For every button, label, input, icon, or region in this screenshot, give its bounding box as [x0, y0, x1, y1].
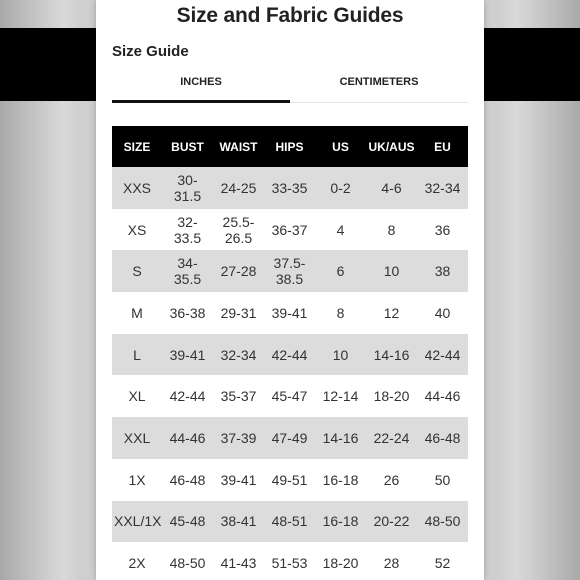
table-cell: 49-51 — [264, 459, 315, 501]
table-cell: 36 — [417, 209, 468, 251]
table-cell: 16-18 — [315, 459, 366, 501]
table-cell: 6 — [315, 250, 366, 292]
table-cell: 18-20 — [366, 375, 417, 417]
table-row — [112, 417, 468, 459]
table-cell: 37.5-38.5 — [264, 250, 315, 292]
table-row — [112, 459, 468, 501]
header-waist: WAIST — [213, 126, 264, 167]
table-cell: 29-31 — [213, 292, 264, 334]
table-cell: 48-50 — [162, 542, 213, 580]
table-cell: 50 — [417, 459, 468, 501]
table-cell: 48-50 — [417, 501, 468, 543]
table-cell: 18-20 — [315, 542, 366, 580]
header-uk-aus: UK/AUS — [366, 126, 417, 167]
table-cell: 38-41 — [213, 501, 264, 543]
table-row — [112, 375, 468, 417]
table-cell: 32-34 — [417, 167, 468, 209]
table-row — [112, 501, 468, 543]
table-cell: 39-41 — [264, 292, 315, 334]
header-us: US — [315, 126, 366, 167]
table-cell: 25.5-26.5 — [213, 209, 264, 251]
table-cell: 32-33.5 — [162, 209, 213, 251]
table-cell: S — [112, 250, 162, 292]
table-body — [112, 167, 468, 580]
table-cell: 20-22 — [366, 501, 417, 543]
table-cell: 36-37 — [264, 209, 315, 251]
left-black-band — [0, 28, 100, 101]
table-cell: 26 — [366, 459, 417, 501]
table-cell: 39-41 — [162, 334, 213, 376]
table-cell: 32-34 — [213, 334, 264, 376]
table-cell: 38 — [417, 250, 468, 292]
table-cell: 30-31.5 — [162, 167, 213, 209]
table-cell: 8 — [366, 209, 417, 251]
header-eu: EU — [417, 126, 468, 167]
table-cell: 34-35.5 — [162, 250, 213, 292]
table-row — [112, 334, 468, 376]
table-cell: XXL — [112, 417, 162, 459]
table-cell: XXL/1X — [112, 501, 162, 543]
table-cell: 33-35 — [264, 167, 315, 209]
table-cell: 39-41 — [213, 459, 264, 501]
header-hips: HIPS — [264, 126, 315, 167]
table-cell: 16-18 — [315, 501, 366, 543]
table-cell: 41-43 — [213, 542, 264, 580]
table-cell: 35-37 — [213, 375, 264, 417]
table-cell: 22-24 — [366, 417, 417, 459]
table-row — [112, 209, 468, 251]
tab-centimeters[interactable]: CENTIMETERS — [339, 76, 419, 88]
right-black-band — [484, 28, 580, 101]
unit-tabs — [112, 70, 468, 103]
table-cell: 12-14 — [315, 375, 366, 417]
table-row — [112, 292, 468, 334]
table-cell: 0-2 — [315, 167, 366, 209]
table-cell: XXS — [112, 167, 162, 209]
table-row — [112, 542, 468, 580]
table-cell: 14-16 — [366, 334, 417, 376]
table-cell: 27-28 — [213, 250, 264, 292]
table-cell: 42-44 — [162, 375, 213, 417]
table-cell: 4-6 — [366, 167, 417, 209]
table-cell: XS — [112, 209, 162, 251]
table-cell: 51-53 — [264, 542, 315, 580]
table-row — [112, 167, 468, 209]
header-size: SIZE — [112, 126, 162, 167]
table-cell: 10 — [366, 250, 417, 292]
table-cell: 8 — [315, 292, 366, 334]
table-cell: 44-46 — [417, 375, 468, 417]
table-cell: 40 — [417, 292, 468, 334]
header-bust: BUST — [162, 126, 213, 167]
size-table — [112, 126, 468, 580]
table-cell: 28 — [366, 542, 417, 580]
table-cell: 44-46 — [162, 417, 213, 459]
table-cell: 2X — [112, 542, 162, 580]
table-cell: 45-47 — [264, 375, 315, 417]
table-cell: 36-38 — [162, 292, 213, 334]
table-cell: 46-48 — [417, 417, 468, 459]
table-cell: 10 — [315, 334, 366, 376]
table-cell: 14-16 — [315, 417, 366, 459]
table-cell: 48-51 — [264, 501, 315, 543]
size-guide-card — [96, 0, 484, 580]
table-cell: 52 — [417, 542, 468, 580]
table-cell: 45-48 — [162, 501, 213, 543]
table-cell: 4 — [315, 209, 366, 251]
table-cell: 47-49 — [264, 417, 315, 459]
table-cell: 1X — [112, 459, 162, 501]
table-cell: 42-44 — [264, 334, 315, 376]
table-cell: XL — [112, 375, 162, 417]
tab-inches[interactable]: INCHES — [112, 70, 290, 102]
table-cell: L — [112, 334, 162, 376]
page-title: Size and Fabric Guides — [176, 4, 404, 27]
table-cell: 12 — [366, 292, 417, 334]
table-cell: M — [112, 292, 162, 334]
size-guide-heading: Size Guide — [112, 43, 189, 60]
table-cell: 24-25 — [213, 167, 264, 209]
table-cell: 42-44 — [417, 334, 468, 376]
table-row — [112, 250, 468, 292]
table-cell: 37-39 — [213, 417, 264, 459]
table-cell: 46-48 — [162, 459, 213, 501]
table-header-row — [112, 126, 468, 167]
